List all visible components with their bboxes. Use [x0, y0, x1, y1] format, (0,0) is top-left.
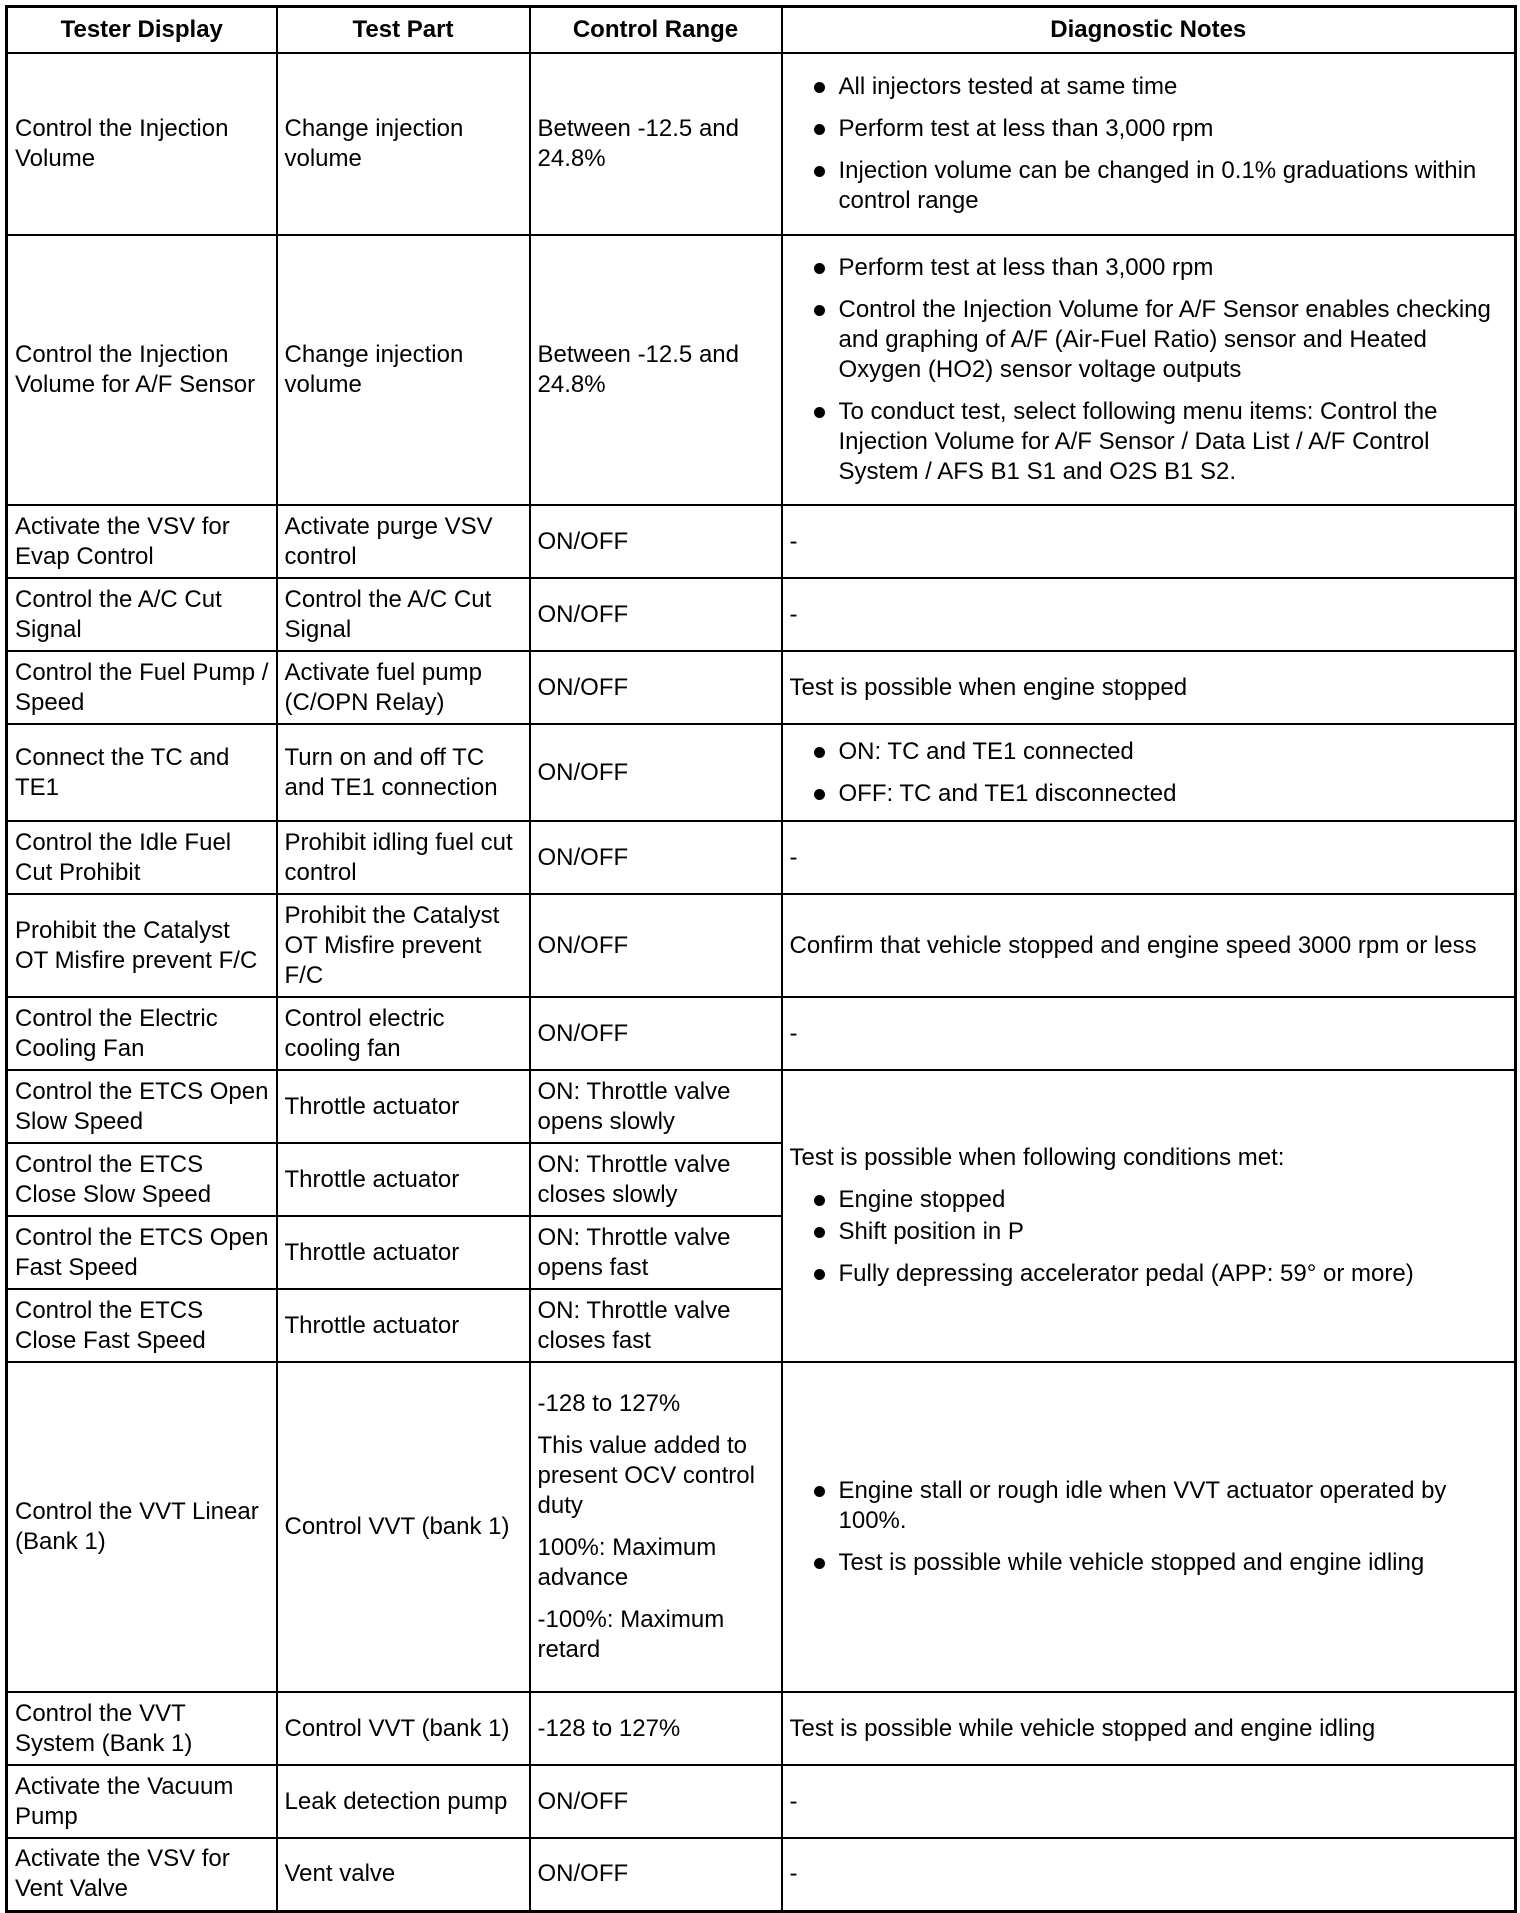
table-row — [7, 1070, 1516, 1143]
control-range-cell: ON/OFF — [530, 651, 782, 724]
header-tester-display: Tester Display — [7, 7, 277, 54]
table-row — [7, 1362, 1516, 1692]
test-part-cell: Change injection volume — [277, 235, 530, 505]
test-part-cell: Control VVT (bank 1) — [277, 1692, 530, 1765]
note-item: Perform test at less than 3,000 rpm — [790, 253, 1508, 283]
test-part-cell: Turn on and off TC and TE1 connection — [277, 724, 530, 821]
test-part-cell: Prohibit the Catalyst OT Misfire prevent F/C — [277, 894, 530, 997]
active-test-table — [5, 5, 1517, 1913]
tester-display-cell: Control the A/C Cut Signal — [7, 578, 277, 651]
tester-display-cell: Control the ETCS Close Slow Speed — [7, 1143, 277, 1216]
range-paragraph: -128 to 127% — [537, 1390, 681, 1417]
note-item: OFF: TC and TE1 disconnected — [790, 779, 1508, 809]
table-row — [7, 651, 1516, 724]
diagnostic-notes-cell: Confirm that vehicle stopped and engine speed 3000 rpm or less — [782, 894, 1516, 997]
header-row — [7, 7, 1516, 54]
test-part-cell: Leak detection pump — [277, 1765, 530, 1838]
table-row — [7, 1838, 1516, 1911]
diagnostic-notes-cell: Test is possible while vehicle stopped and engine idling — [782, 1692, 1516, 1765]
test-part-cell: Control VVT (bank 1) — [277, 1362, 530, 1692]
test-part-cell: Activate fuel pump (C/OPN Relay) — [277, 651, 530, 724]
note-item: Injection volume can be changed in 0.1% graduations within control range — [790, 156, 1508, 216]
test-part-cell: Throttle actuator — [277, 1216, 530, 1289]
control-range-cell: ON: Throttle valve opens slowly — [530, 1070, 782, 1143]
note-item: Fully depressing accelerator pedal (APP: 59° or more) — [790, 1259, 1508, 1289]
control-range-cell: ON: Throttle valve closes slowly — [530, 1143, 782, 1216]
tester-display-cell: Activate the VSV for Evap Control — [7, 505, 277, 578]
header-test-part: Test Part — [277, 7, 530, 54]
control-range-cell — [530, 1362, 782, 1692]
note-item: ON: TC and TE1 connected — [790, 737, 1508, 767]
tester-display-cell: Prohibit the Catalyst OT Misfire prevent F/C — [7, 894, 277, 997]
tester-display-cell: Control the Injection Volume for A/F Sensor — [7, 235, 277, 505]
tester-display-cell: Control the ETCS Open Fast Speed — [7, 1216, 277, 1289]
diagnostic-notes-cell: - — [782, 578, 1516, 651]
test-part-cell: Throttle actuator — [277, 1143, 530, 1216]
diagnostic-notes-cell — [782, 235, 1516, 505]
notes-list — [790, 1185, 1508, 1289]
control-range-cell: Between -12.5 and 24.8% — [530, 53, 782, 235]
note-item: All injectors tested at same time — [790, 72, 1508, 102]
header-control-range: Control Range — [530, 7, 782, 54]
control-range-cell: ON/OFF — [530, 1838, 782, 1911]
diagnostic-notes-cell: - — [782, 1838, 1516, 1911]
tester-display-cell: Control the Fuel Pump / Speed — [7, 651, 277, 724]
note-item: Test is possible while vehicle stopped and engine idling — [790, 1548, 1508, 1578]
notes-list — [790, 1476, 1508, 1578]
diagnostic-notes-cell — [782, 53, 1516, 235]
diagnostic-notes-cell — [782, 724, 1516, 821]
control-range-cell: ON/OFF — [530, 1765, 782, 1838]
test-part-cell: Prohibit idling fuel cut control — [277, 821, 530, 894]
range-paragraph: 100%: Maximum advance — [537, 1534, 717, 1591]
table-row — [7, 1765, 1516, 1838]
control-range-cell: ON: Throttle valve opens fast — [530, 1216, 782, 1289]
etcs-diagnostic-notes-cell — [782, 1070, 1516, 1362]
diagnostic-notes-cell: - — [782, 997, 1516, 1070]
note-item: Perform test at less than 3,000 rpm — [790, 114, 1508, 144]
control-range-cell: ON: Throttle valve closes fast — [530, 1289, 782, 1362]
test-part-cell: Change injection volume — [277, 53, 530, 235]
control-range-cell: ON/OFF — [530, 505, 782, 578]
header-diagnostic-notes: Diagnostic Notes — [782, 7, 1516, 54]
table-row — [7, 235, 1516, 505]
diagnostic-notes-cell: Test is possible when engine stopped — [782, 651, 1516, 724]
note-item: Engine stopped — [790, 1185, 1508, 1215]
test-part-cell: Throttle actuator — [277, 1070, 530, 1143]
table-row — [7, 578, 1516, 651]
diagnostic-notes-cell — [782, 1362, 1516, 1692]
control-range-cell: ON/OFF — [530, 821, 782, 894]
control-range-cell: ON/OFF — [530, 578, 782, 651]
diagnostic-notes-cell: - — [782, 505, 1516, 578]
table-row — [7, 997, 1516, 1070]
diagnostic-notes-cell: - — [782, 821, 1516, 894]
tester-display-cell: Control the Injection Volume — [7, 53, 277, 235]
tester-display-cell: Control the VVT Linear (Bank 1) — [7, 1362, 277, 1692]
tester-display-cell: Control the VVT System (Bank 1) — [7, 1692, 277, 1765]
range-paragraph: This value added to present OCV control duty — [537, 1432, 755, 1519]
table-row — [7, 821, 1516, 894]
tester-display-cell: Control the ETCS Open Slow Speed — [7, 1070, 277, 1143]
notes-list — [790, 737, 1508, 809]
note-item: Engine stall or rough idle when VVT actuator operated by 100%. — [790, 1476, 1508, 1536]
test-part-cell: Vent valve — [277, 1838, 530, 1911]
table-row — [7, 53, 1516, 235]
tester-display-cell: Control the Electric Cooling Fan — [7, 997, 277, 1070]
note-item: Shift position in P — [790, 1217, 1508, 1247]
diagnostic-notes-cell: - — [782, 1765, 1516, 1838]
etcs-notes-lead: Test is possible when following conditions met: — [789, 1144, 1285, 1171]
table-row — [7, 1692, 1516, 1765]
control-range-cell: ON/OFF — [530, 894, 782, 997]
notes-list — [790, 72, 1508, 216]
tester-display-cell: Activate the VSV for Vent Valve — [7, 1838, 277, 1911]
note-item: Control the Injection Volume for A/F Sensor enables checking and graphing of A/F (Air-Fuel Ratio) sensor and Heated Oxygen (HO2) sensor voltage outputs — [790, 295, 1508, 385]
control-range-cell: ON/OFF — [530, 724, 782, 821]
test-part-cell: Control the A/C Cut Signal — [277, 578, 530, 651]
control-range-cell: ON/OFF — [530, 997, 782, 1070]
tester-display-cell: Control the ETCS Close Fast Speed — [7, 1289, 277, 1362]
test-part-cell: Activate purge VSV control — [277, 505, 530, 578]
test-part-cell: Throttle actuator — [277, 1289, 530, 1362]
tester-display-cell: Connect the TC and TE1 — [7, 724, 277, 821]
tester-display-cell: Activate the Vacuum Pump — [7, 1765, 277, 1838]
notes-list — [790, 253, 1508, 487]
control-range-cell: -128 to 127% — [530, 1692, 782, 1765]
note-item: To conduct test, select following menu items: Control the Injection Volume for A/F Sensor / Data List / A/F Control System / AFS B1 S1 and O2S B1 S2. — [790, 397, 1508, 487]
test-part-cell: Control electric cooling fan — [277, 997, 530, 1070]
range-paragraph: -100%: Maximum retard — [537, 1606, 725, 1663]
table-row — [7, 724, 1516, 821]
control-range-cell: Between -12.5 and 24.8% — [530, 235, 782, 505]
table-row — [7, 505, 1516, 578]
table-row — [7, 894, 1516, 997]
tester-display-cell: Control the Idle Fuel Cut Prohibit — [7, 821, 277, 894]
